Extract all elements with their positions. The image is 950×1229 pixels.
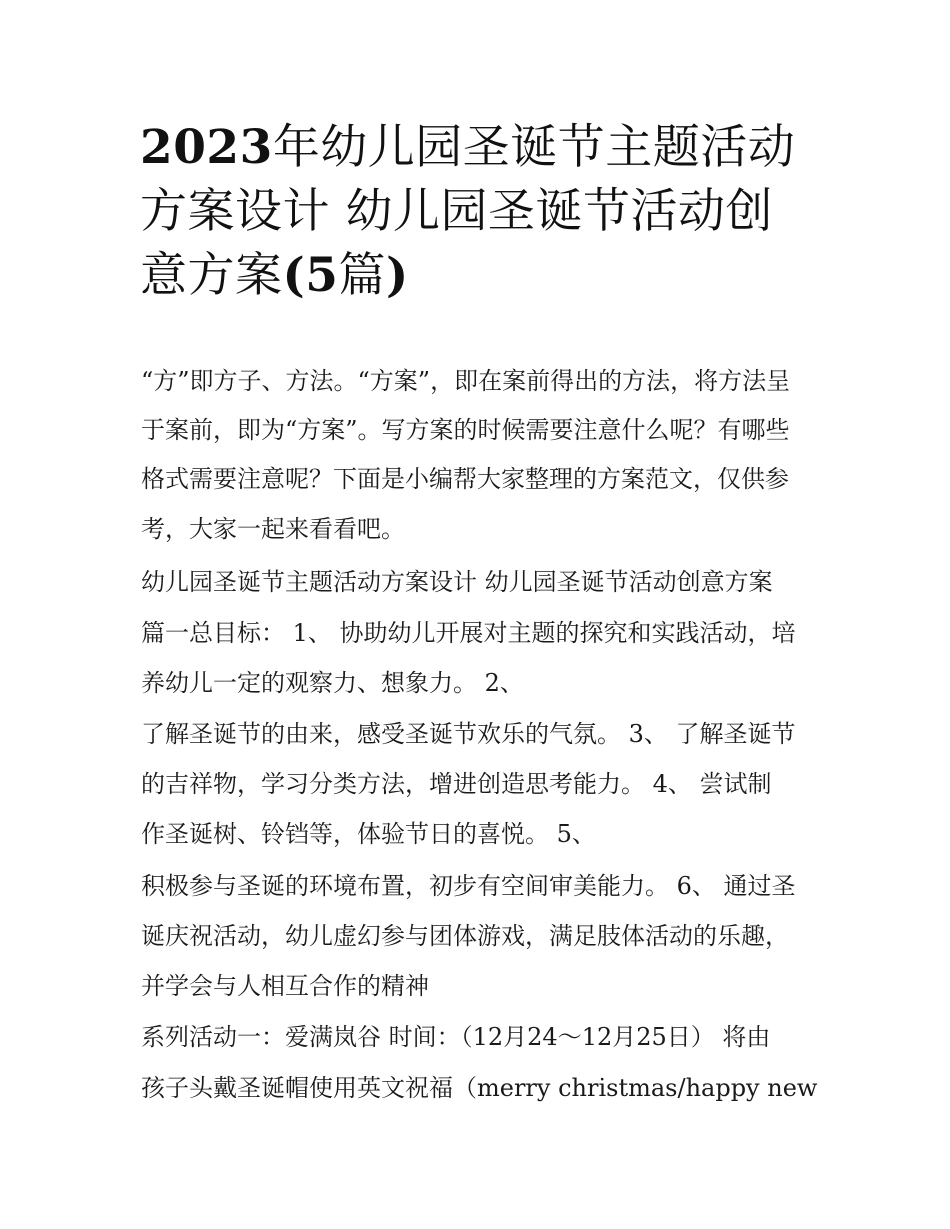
- body-text-line: “方”即方子、方法。“方案”，即在案前得出的方法，将方法呈: [141, 367, 791, 395]
- body-text-line: 孩子头戴圣诞帽使用英文祝福（merry christmas/happy new: [141, 1074, 818, 1102]
- body-text-line: 积极参与圣诞的环境布置，初步有空间审美能力。 6、 通过圣: [141, 872, 796, 900]
- title-line-3: 意方案(5篇): [140, 248, 409, 303]
- title-line-2: 方案设计 幼儿园圣诞节活动创: [140, 184, 773, 239]
- body-text-line: 养幼儿一定的观察力、想象力。 2、: [141, 669, 524, 697]
- body-text-line: 格式需要注意呢？下面是小编帮大家整理的方案范文，仅供参: [141, 465, 789, 493]
- body-text-line: 篇一总目标： 1、 协助幼儿开展对主题的探究和实践活动，培: [141, 619, 796, 647]
- body-text-line: 了解圣诞节的由来，感受圣诞节欢乐的气氛。 3、 了解圣诞节: [141, 720, 796, 748]
- body-text-line: 的吉祥物，学习分类方法，增进创造思考能力。 4、 尝试制: [141, 770, 772, 798]
- document-title: [140, 116, 820, 308]
- body-text-line: 并学会与人相互合作的精神: [141, 972, 429, 1000]
- body-text-line: 诞庆祝活动，幼儿虚幻参与团体游戏，满足肢体活动的乐趣，: [141, 922, 789, 950]
- body-text-line: 于案前，即为“方案”。写方案的时候需要注意什么呢？有哪些: [141, 416, 790, 444]
- title-line-1: 2023年幼儿园圣诞节主题活动: [140, 120, 796, 175]
- body-text-line: 系列活动一：爱满岚谷 时间：（12月24～12月25日） 将由: [141, 1023, 771, 1051]
- body-text-line: 作圣诞树、铃铛等，体验节日的喜悦。 5、: [141, 820, 596, 848]
- body-text-line: 幼儿园圣诞节主题活动方案设计 幼儿园圣诞节活动创意方案: [141, 568, 773, 596]
- body-text-line: 考，大家一起来看看吧。: [141, 515, 405, 543]
